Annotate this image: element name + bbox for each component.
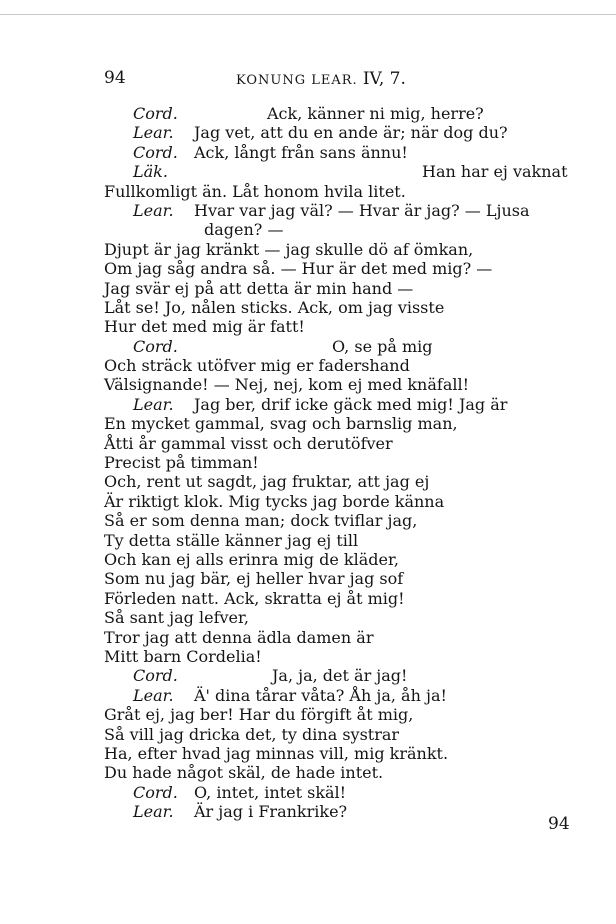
line-text: Välsignande! — Nej, nej, kom ej med knäfall!	[104, 375, 470, 395]
line-text: En mycket gammal, svag och barnslig man,	[104, 414, 458, 434]
line-text: Gråt ej, jag ber! Har du förgift åt mig,	[104, 705, 414, 725]
speaker-name: Cord.	[133, 782, 178, 802]
verse-line	[104, 395, 564, 414]
line-text: Tror jag att denna ädla damen är	[104, 627, 374, 647]
verse-line	[104, 608, 564, 627]
page-number-top: 94	[104, 68, 126, 88]
verse-line	[104, 589, 564, 608]
line-text: O, intet, intet skäl!	[194, 782, 347, 802]
line-text: Så sant jag lefver,	[104, 608, 249, 628]
line-text: Jag vet, att du en ande är; när dog du?	[194, 123, 508, 143]
line-text: Om jag såg andra så. — Hur är det med mig? —	[104, 259, 493, 279]
verse-line	[104, 434, 564, 453]
verse-line	[104, 375, 564, 394]
verse-line	[104, 317, 564, 336]
verse-line	[104, 259, 564, 278]
line-text: Förleden natt. Ack, skratta ej åt mig!	[104, 588, 405, 608]
line-text: Ty detta ställe känner jag ej till	[104, 530, 359, 550]
line-text: Ack, långt från sans ännu!	[194, 142, 408, 162]
line-text: Så er som denna man; dock tviflar jag,	[104, 511, 418, 531]
speaker-name: Cord.	[133, 142, 178, 162]
line-text: Som nu jag bär, ej heller hvar jag sof	[104, 569, 404, 589]
verse-line	[104, 162, 568, 182]
verse-line	[104, 686, 564, 705]
verse-line	[104, 453, 564, 472]
line-text: Precist på timman!	[104, 453, 259, 473]
verse-line	[104, 550, 564, 569]
line-text: Mitt barn Cordelia!	[104, 646, 262, 666]
play-text	[104, 104, 568, 822]
verse-line	[104, 414, 564, 433]
verse-line	[104, 802, 564, 821]
line-text: Ha, efter hvad jag minnas vill, mig kränkt.	[104, 743, 449, 763]
verse-line	[104, 201, 564, 220]
verse-line	[104, 220, 564, 239]
line-text: Så vill jag dricka det, ty dina systrar	[104, 724, 400, 744]
verse-line	[104, 298, 564, 317]
line-text: dagen? —	[204, 220, 284, 240]
line-text: Jag svär ej på att detta är min hand —	[104, 278, 414, 298]
line-text: Djupt är jag kränkt — jag skulle dö af ömkan,	[104, 239, 474, 259]
verse-line	[104, 279, 564, 298]
verse-line	[104, 725, 564, 744]
verse-line	[104, 569, 564, 588]
verse-line	[104, 104, 564, 123]
page-number-bottom: 94	[548, 814, 570, 834]
play-title: KONUNG LEAR.	[236, 73, 358, 88]
speaker-name: Cord.	[133, 336, 178, 356]
line-text: Han har ej vaknat	[422, 162, 568, 182]
act-scene: IV, 7.	[362, 69, 406, 89]
line-text: O, se på mig	[332, 336, 433, 356]
verse-line	[104, 666, 564, 685]
verse-line	[104, 628, 564, 647]
line-text: Hur det med mig är fatt!	[104, 317, 305, 337]
verse-line	[104, 531, 564, 550]
speaker-name: Lear.	[133, 802, 174, 822]
line-text: Är riktigt klok. Mig tycks jag borde känna	[104, 491, 445, 511]
speaker-name: Lear.	[133, 394, 174, 414]
running-title	[236, 69, 406, 89]
speaker-name: Cord.	[133, 104, 178, 123]
running-header	[0, 68, 616, 92]
scan-edge-line	[0, 14, 616, 16]
speaker-name: Läk.	[133, 162, 168, 182]
verse-line	[104, 182, 564, 201]
line-text: Ack, känner ni mig, herre?	[267, 104, 484, 123]
line-text: Åtti år gammal visst och derutöfver	[104, 433, 393, 453]
line-text: Jag ber, drif icke gäck med mig! Jag är	[194, 394, 508, 414]
verse-line	[104, 705, 564, 724]
verse-line	[104, 337, 564, 356]
verse-line	[104, 647, 564, 666]
line-text: Du hade något skäl, de hade intet.	[104, 763, 384, 783]
verse-line	[104, 123, 564, 142]
speaker-name: Cord.	[133, 666, 178, 686]
speaker-name: Lear.	[133, 123, 174, 143]
verse-line	[104, 763, 564, 782]
line-text: Och kan ej alls erinra mig de kläder,	[104, 549, 399, 569]
line-text: Och, rent ut sagdt, jag fruktar, att jag ej	[104, 472, 430, 492]
line-text: Ja, ja, det är jag!	[272, 666, 408, 686]
line-text: Och sträck utöfver mig er fadershand	[104, 356, 410, 376]
speaker-name: Lear.	[133, 200, 174, 220]
line-text: Fullkomligt än. Låt honom hvila litet.	[104, 181, 406, 201]
verse-line	[104, 356, 564, 375]
verse-line	[104, 472, 564, 491]
line-text: Är jag i Frankrike?	[194, 802, 348, 822]
line-text: Ä' dina tårar våta? Åh ja, åh ja!	[194, 685, 447, 705]
verse-line	[104, 240, 564, 259]
speaker-name: Lear.	[133, 685, 174, 705]
verse-line	[104, 492, 564, 511]
line-text: Hvar var jag väl? — Hvar är jag? — Ljusa	[194, 200, 530, 220]
line-text: Låt se! Jo, nålen sticks. Ack, om jag visste	[104, 297, 445, 317]
verse-line	[104, 511, 564, 530]
verse-line	[104, 143, 564, 162]
verse-line	[104, 783, 564, 802]
verse-line	[104, 744, 564, 763]
